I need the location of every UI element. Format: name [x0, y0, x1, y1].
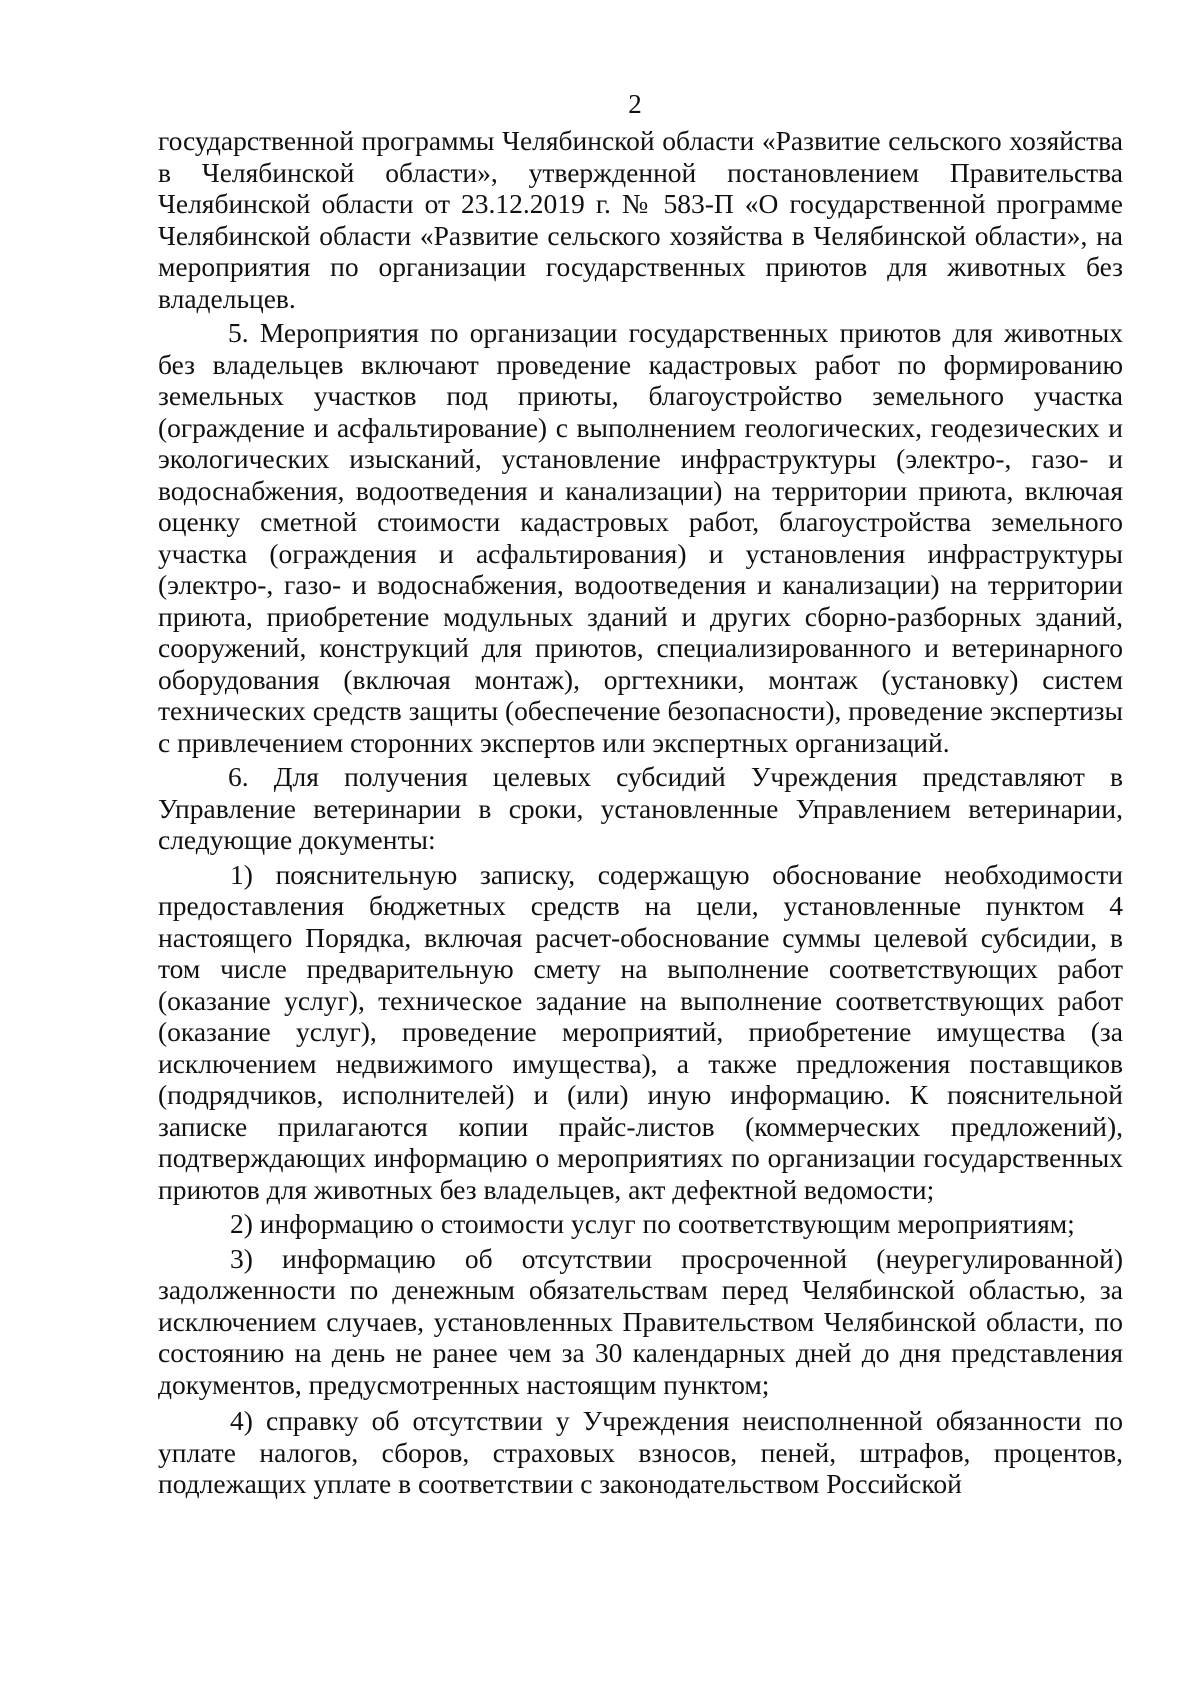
paragraph-continuation: государственной программы Челябинской области «Развитие сельского хозяйства в Челябинской области», утвержденной постановлением Правительства Челябинской области от 23.12.2019 г. № 583-П «О государственной программе Челябинской области «Развитие сельского хозяйства в Челябинской области», на мероприятия по организации государственных приютов для животных без владельцев.	[158, 125, 1123, 314]
subitem-3-no-debt-info: 3) информацию об отсутствии просроченной (неурегулированной) задолженности по денежным обязательствам перед Челябинской областью, за исключением случаев, установленных Правительством Челябинской области, по состоянию на день не ранее чем за 30 календарных дней до дня представления документов, предусмотренных настоящим пунктом;	[158, 1242, 1123, 1400]
paragraph-item-5: 5. Мероприятия по организации государственных приютов для животных без владельцев включают проведение кадастровых работ по формированию земельных участков под приюты, благоустройство земельного участка (ограждение и асфальтирование) с выполнением геологических, геодезических и экологических изысканий, установление инфраструктуры (электро-, газо- и водоснабжения, водоотведения и канализации) на территории приюта, включая оценку сметной стоимости кадастровых работ, благоустройства земельного участка (ограждения и асфальтирования) и установления инфраструктуры (электро-, газо- и водоснабжения, водоотведения и канализации) на территории приюта, приобретение модульных зданий и других сборно-разборных зданий, сооружений, конструкций для приютов, специализированного и ветеринарного оборудования (включая монтаж), оргтехники, монтаж (установку) систем технических средств защиты (обеспечение безопасности), проведение экспертизы с привлечением сторонних экспертов или экспертных организаций.	[158, 317, 1123, 758]
subitem-4-tax-certificate: 4) справку об отсутствии у Учреждения неисполненной обязанности по уплате налогов, сборов, страховых взносов, пеней, штрафов, процентов, подлежащих уплате в соответствии с законодательством Российской	[158, 1405, 1123, 1499]
subitem-2-service-cost: 2) информацию о стоимости услуг по соответствующим мероприятиям;	[230, 1208, 1075, 1239]
document-body	[158, 125, 1123, 1500]
page-number: 2	[628, 89, 642, 119]
paragraph-item-6: 6. Для получения целевых субсидий Учреждения представляют в Управление ветеринарии в сроки, установленные Управлением ветеринарии, следующие документы:	[158, 761, 1123, 855]
subitem-1-explanatory-note: 1) пояснительную записку, содержащую обоснование необходимости предоставления бюджетных средств на цели, установленные пунктом 4 настоящего Порядка, включая расчет-обоснование суммы целевой субсидии, в том числе предварительную смету на выполнение соответствующих работ (оказание услуг), техническое задание на выполнение соответствующих работ (оказание услуг), проведение мероприятий, приобретение имущества (за исключением недвижимого имущества), а также предложения поставщиков (подрядчиков, исполнителей) и (или) иную информацию. К пояснительной записке прилагаются копии прайс-листов (коммерческих предложений), подтверждающих информацию о мероприятиях по организации государственных приютов для животных без владельцев, акт дефектной ведомости;	[158, 858, 1123, 1205]
